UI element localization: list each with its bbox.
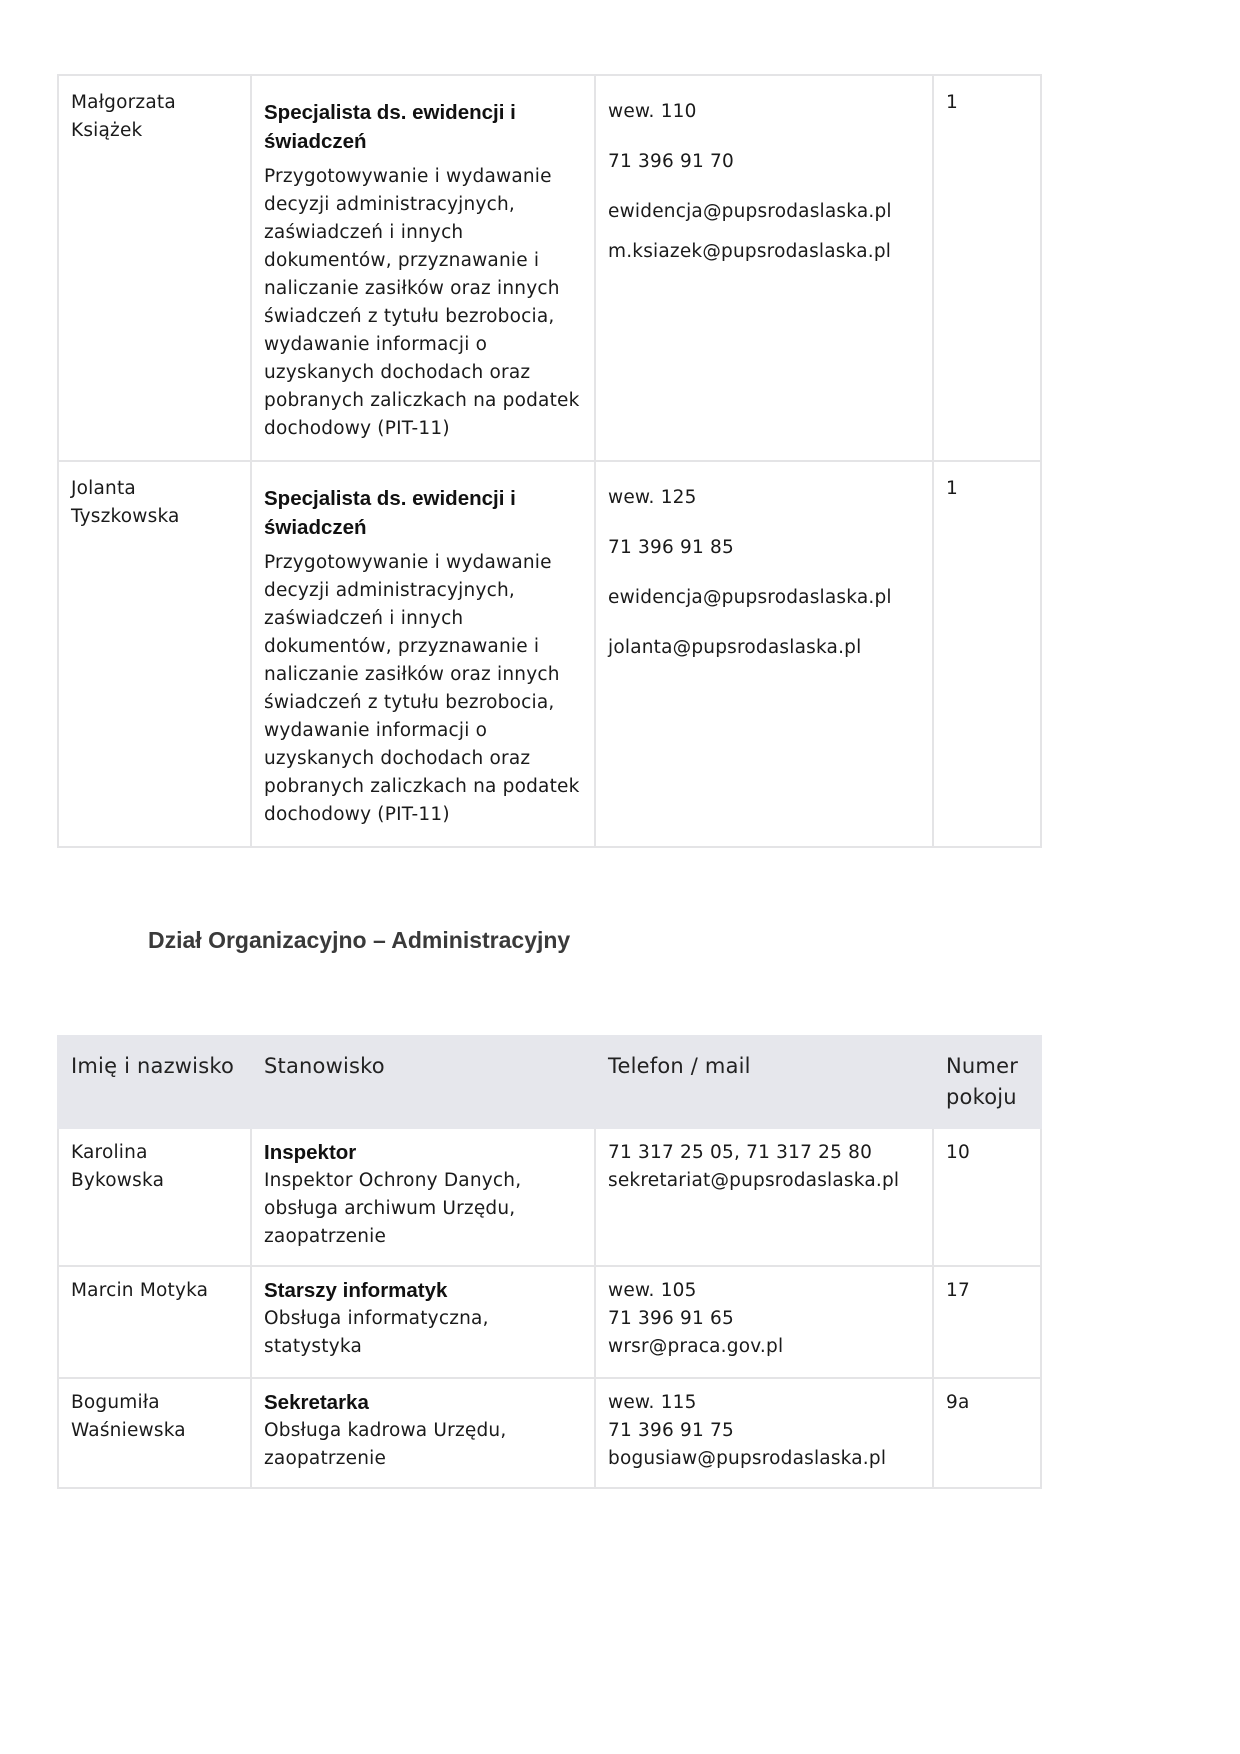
desc-line: pobranych zaliczkach na podatek [264, 776, 580, 797]
phone-number: 71 396 91 75 [608, 1420, 734, 1441]
contact-cell [595, 1128, 933, 1266]
position-cell [251, 1378, 595, 1488]
column-header-room-line: pokoju [946, 1085, 1017, 1109]
desc-line: pobranych zaliczkach na podatek [264, 390, 580, 411]
name-line: Bykowska [71, 1170, 165, 1191]
name-line: Jolanta [71, 478, 136, 499]
desc-line: zaopatrzenie [264, 1448, 387, 1469]
name-line: Książek [71, 120, 143, 141]
contact-cell [595, 1266, 933, 1378]
phone-extension: wew. 125 [608, 487, 697, 508]
desc-line: statystyka [264, 1336, 362, 1357]
contact-cell [595, 461, 933, 847]
room-number: 9a [946, 1392, 970, 1413]
position-cell [251, 461, 595, 847]
desc-line: Przygotowywanie i wydawanie [264, 552, 552, 573]
column-header-position: Stanowisko [251, 1036, 595, 1128]
position-title: Inspektor [264, 1141, 357, 1164]
phone-number: 71 396 91 70 [608, 151, 734, 172]
room-number: 1 [946, 92, 958, 113]
desc-line: zaświadczeń i innych [264, 222, 464, 243]
desc-line: Przygotowywanie i wydawanie [264, 166, 552, 187]
name-cell [58, 1266, 251, 1378]
position-description [264, 163, 582, 443]
name-cell [58, 75, 251, 461]
desc-line: dochodowy (PIT-11) [264, 804, 450, 825]
desc-line: obsługa archiwum Urzędu, [264, 1198, 516, 1219]
name-cell [58, 1128, 251, 1266]
room-cell [933, 461, 1041, 847]
table-row [58, 1378, 1041, 1488]
email-link[interactable]: jolanta@pupsrodaslaska.pl [608, 637, 862, 658]
room-number: 10 [946, 1142, 970, 1163]
table-row [58, 461, 1041, 847]
column-header-name: Imię i nazwisko [58, 1036, 251, 1128]
desc-line: Obsługa informatyczna, [264, 1308, 489, 1329]
desc-line: uzyskanych dochodach oraz [264, 748, 531, 769]
desc-line: Obsługa kadrowa Urzędu, [264, 1420, 507, 1441]
name-line: Marcin Motyka [71, 1280, 209, 1301]
phone-number: 71 396 91 85 [608, 537, 734, 558]
desc-line: dokumentów, przyznawanie i [264, 250, 540, 271]
table-row [58, 1128, 1041, 1266]
position-title-line: świadczeń [264, 130, 367, 153]
position-title-line: Specjalista ds. ewidencji i [264, 487, 516, 510]
name-line: Waśniewska [71, 1420, 186, 1441]
position-title [264, 484, 582, 542]
contact-cell [595, 1378, 933, 1488]
room-number: 17 [946, 1280, 970, 1301]
room-cell [933, 75, 1041, 461]
table-header-row [58, 1036, 1041, 1128]
desc-line: uzyskanych dochodach oraz [264, 362, 531, 383]
phone-number: 71 317 25 05, 71 317 25 80 [608, 1142, 873, 1163]
desc-line: zaświadczeń i innych [264, 608, 464, 629]
desc-line: decyzji administracyjnych, [264, 194, 515, 215]
staff-table-admin [57, 1035, 1042, 1489]
desc-line: zaopatrzenie [264, 1226, 387, 1247]
desc-line: świadczeń z tytułu bezrobocia, [264, 306, 555, 327]
room-cell [933, 1378, 1041, 1488]
desc-line: dochodowy (PIT-11) [264, 418, 450, 439]
desc-line: naliczanie zasiłków oraz innych [264, 278, 560, 299]
room-number: 1 [946, 478, 958, 499]
position-title [264, 98, 582, 156]
position-title-line: Specjalista ds. ewidencji i [264, 101, 516, 124]
room-cell [933, 1266, 1041, 1378]
name-line: Karolina [71, 1142, 148, 1163]
phone-extension: wew. 110 [608, 101, 697, 122]
email-link[interactable]: ewidencja@pupsrodaslaska.pl [608, 587, 892, 608]
desc-line: decyzji administracyjnych, [264, 580, 515, 601]
position-cell [251, 75, 595, 461]
name-line: Małgorzata [71, 92, 176, 113]
staff-table-ewidencja [57, 74, 1042, 848]
position-cell [251, 1266, 595, 1378]
position-title-line: świadczeń [264, 516, 367, 539]
table-row [58, 75, 1041, 461]
column-header-contact: Telefon / mail [595, 1036, 933, 1128]
column-header-room-line: Numer [946, 1054, 1019, 1078]
name-line: Bogumiła [71, 1392, 160, 1413]
desc-line: dokumentów, przyznawanie i [264, 636, 540, 657]
position-title: Starszy informatyk [264, 1279, 448, 1302]
desc-line: wydawanie informacji o [264, 334, 488, 355]
email-link[interactable]: bogusiaw@pupsrodaslaska.pl [608, 1448, 887, 1469]
column-header-room [933, 1036, 1041, 1128]
table-row [58, 1266, 1041, 1378]
phone-number: 71 396 91 65 [608, 1308, 734, 1329]
phone-extension: wew. 105 [608, 1280, 697, 1301]
name-cell [58, 461, 251, 847]
contact-cell [595, 75, 933, 461]
desc-line: Inspektor Ochrony Danych, [264, 1170, 522, 1191]
name-line: Tyszkowska [71, 506, 180, 527]
section-heading: Dział Organizacyjno – Administracyjny [148, 927, 571, 953]
position-cell [251, 1128, 595, 1266]
room-cell [933, 1128, 1041, 1266]
desc-line: świadczeń z tytułu bezrobocia, [264, 692, 555, 713]
email-link[interactable]: ewidencja@pupsrodaslaska.pl [608, 201, 892, 222]
desc-line: wydawanie informacji o [264, 720, 488, 741]
email-link[interactable]: wrsr@praca.gov.pl [608, 1336, 784, 1357]
name-cell [58, 1378, 251, 1488]
email-link[interactable]: sekretariat@pupsrodaslaska.pl [608, 1170, 900, 1191]
email-link[interactable]: m.ksiazek@pupsrodaslaska.pl [608, 241, 892, 262]
position-description [264, 549, 582, 829]
phone-extension: wew. 115 [608, 1392, 697, 1413]
desc-line: naliczanie zasiłków oraz innych [264, 664, 560, 685]
position-title: Sekretarka [264, 1391, 369, 1414]
